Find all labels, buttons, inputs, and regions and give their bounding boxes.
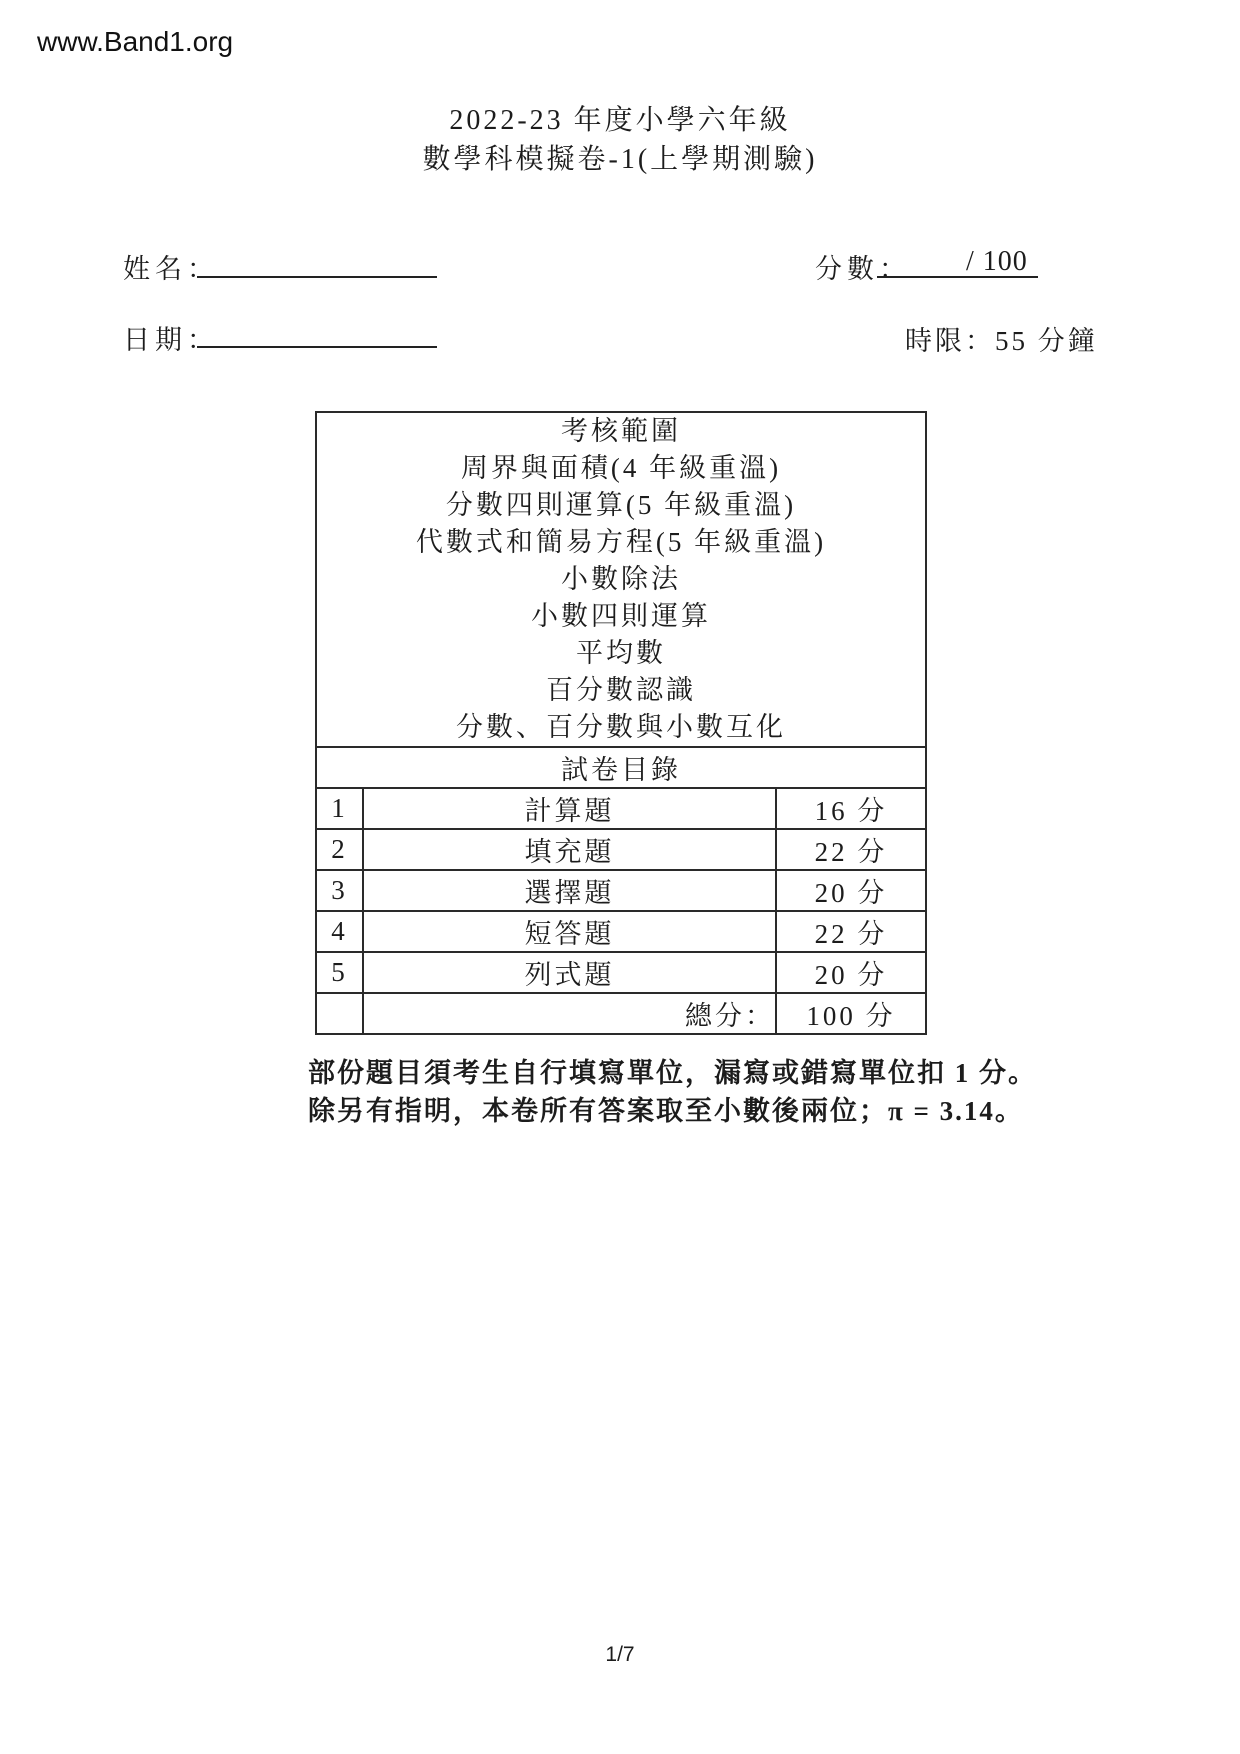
date-label: 日期： xyxy=(123,325,219,355)
toc-row-name: 選擇題 xyxy=(363,870,776,911)
total-label: 總分： xyxy=(363,993,776,1034)
scope-section xyxy=(316,412,926,747)
toc-row-marks: 20 分 xyxy=(776,870,926,911)
instruction-note-line2: 除另有指明，本卷所有答案取至小數後兩位；π = 3.14。 xyxy=(308,1096,1024,1126)
exam-info-table xyxy=(315,411,927,1035)
toc-header: 試卷目錄 xyxy=(316,747,926,788)
site-url: www.Band1.org xyxy=(37,26,234,57)
scope-item: 分數四則運算(5 年級重溫) xyxy=(445,490,797,520)
page-number: 1/7 xyxy=(605,1643,635,1666)
toc-row-name: 短答題 xyxy=(363,911,776,952)
scope-header: 考核範圍 xyxy=(561,416,681,446)
date-blank-field[interactable] xyxy=(197,316,437,348)
scope-item: 平均數 xyxy=(576,638,666,668)
toc-row-name: 填充題 xyxy=(363,829,776,870)
toc-row-number: 5 xyxy=(316,952,363,993)
toc-row-number: 4 xyxy=(316,911,363,952)
name-blank-field[interactable] xyxy=(197,246,437,278)
time-limit: 時限：55 分鐘 xyxy=(905,326,1098,356)
score-label: 分數： xyxy=(815,254,911,284)
toc-row-number: 1 xyxy=(316,788,363,829)
exam-title xyxy=(0,101,1240,179)
scope-item: 周界與面積(4 年級重溫) xyxy=(460,453,782,483)
scope-section-row xyxy=(316,412,926,747)
toc-row-marks: 20 分 xyxy=(776,952,926,993)
exam-title-line2: 數學科模擬卷-1(上學期測驗) xyxy=(422,144,818,175)
total-row-empty-cell xyxy=(316,993,363,1034)
scope-item: 小數除法 xyxy=(561,564,681,594)
toc-row-name: 列式題 xyxy=(363,952,776,993)
exam-title-line1: 2022-23 年度小學六年級 xyxy=(449,105,791,136)
toc-row-marks: 16 分 xyxy=(776,788,926,829)
toc-row-2 xyxy=(316,829,926,870)
total-marks: 100 分 xyxy=(776,993,926,1034)
scope-item: 百分數認識 xyxy=(546,675,696,705)
toc-row-number: 3 xyxy=(316,870,363,911)
toc-row-1 xyxy=(316,788,926,829)
total-row xyxy=(316,993,926,1034)
instruction-notes xyxy=(308,1054,1037,1130)
toc-row-3 xyxy=(316,870,926,911)
toc-row-marks: 22 分 xyxy=(776,911,926,952)
instruction-note-line1: 部份題目須考生自行填寫單位，漏寫或錯寫單位扣 1 分。 xyxy=(308,1058,1037,1088)
scope-item: 小數四則運算 xyxy=(531,601,711,631)
scope-item: 代數式和簡易方程(5 年級重溫) xyxy=(415,527,827,557)
scope-item: 分數、百分數與小數互化 xyxy=(456,712,786,742)
toc-row-marks: 22 分 xyxy=(776,829,926,870)
name-label: 姓名： xyxy=(123,254,219,284)
toc-header-row xyxy=(316,747,926,788)
score-denominator: / 100 xyxy=(966,246,1028,277)
toc-row-5 xyxy=(316,952,926,993)
toc-row-number: 2 xyxy=(316,829,363,870)
toc-row-name: 計算題 xyxy=(363,788,776,829)
toc-row-4 xyxy=(316,911,926,952)
